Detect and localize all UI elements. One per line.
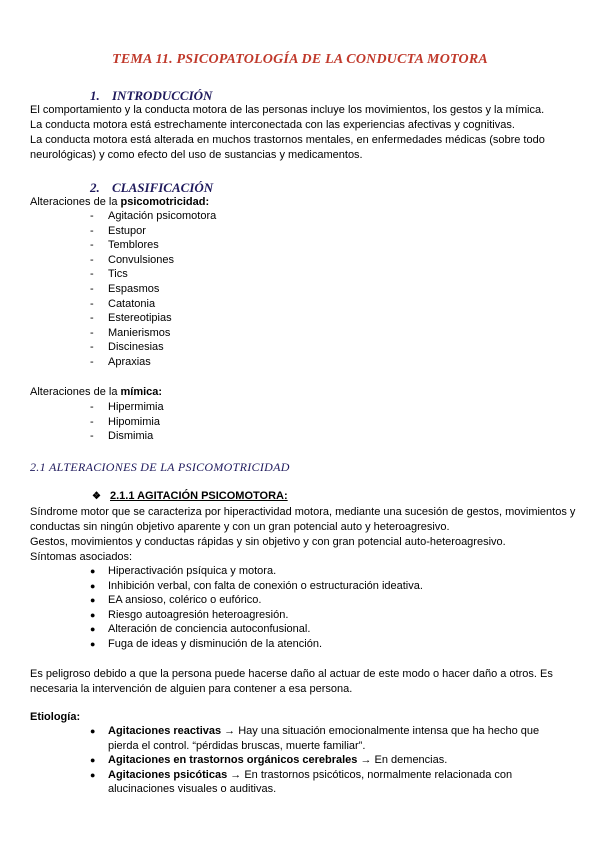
list-item: ● Fuga de ideas y disminución de la atención. (90, 637, 423, 652)
description-paragraph: Síndrome motor que se caracteriza por hiperactividad motora, mediante una sucesión de gestos, movimientos y conductas sin ningún objetivo aparente y con un gran potencial auto y heteroagresivo. (30, 506, 576, 533)
paragraph: Es peligroso debido a que la persona puede hacerse daño al actuar de este modo o hacer daño a otros. Es necesaria la intervención de alguien para contener a esa persona. (30, 668, 553, 695)
list-item: - Convulsiones (90, 253, 216, 268)
list-item: - Agitación psicomotora (90, 209, 216, 224)
list-item: - Espasmos (90, 282, 216, 297)
subsubsection-heading (92, 490, 288, 502)
item-bold: Agitaciones psicóticas (108, 768, 228, 781)
etiologia-list (90, 724, 560, 797)
list-item: - Estereotipias (90, 311, 216, 326)
section-title: INTRODUCCIÓN (112, 88, 213, 103)
intro-bold: mímica: (120, 386, 163, 398)
psicomotricidad-intro (30, 195, 209, 210)
document-title: TEMA 11. PSICOPATOLOGÍA DE LA CONDUCTA MOTORA (112, 52, 488, 67)
mimica-intro (30, 385, 162, 400)
intro-bold: psicomotricidad: (120, 196, 210, 208)
intro-paragraphs (30, 103, 590, 163)
peligro-paragraph (30, 667, 590, 697)
item-bold: Agitaciones en trastornos orgánicos cerebrales (108, 754, 358, 767)
list-item: - Hipomimia (90, 415, 164, 430)
intro-text: Alteraciones de la (30, 196, 121, 208)
psicomotricidad-list (90, 209, 216, 370)
list-item (90, 768, 560, 797)
list-item: - Manierismos (90, 326, 216, 341)
description-paragraph: Gestos, movimientos y conductas rápidas y sin objetivo y con gran potencial auto-heteroagresivo. (30, 536, 506, 548)
item-text: → Hay una situación emocionalmente intensa que ha hecho que pierda el control. “pérdidas bruscas, muerte familiar”. (108, 725, 540, 752)
item-text: → En demencias. (357, 754, 448, 767)
intro-paragraph: La conducta motora está alterada en muchos trastornos mentales, en enfermedades médicas (sobre todo neurológicas) y como efecto del uso de sustancias y medicamentos. (30, 134, 545, 161)
list-item: ● Inhibición verbal, con falta de conexión o estructuración ideativa. (90, 579, 423, 594)
list-item (90, 724, 560, 753)
sintomas-list (90, 564, 423, 652)
subsubsection-title: 2.1.1 AGITACIÓN PSICOMOTORA: (110, 490, 288, 502)
list-item: - Estupor (90, 224, 216, 239)
list-item (90, 753, 560, 768)
list-item: - Catatonia (90, 297, 216, 312)
list-item: - Hipermimia (90, 400, 164, 415)
item-text: → En trastornos psicóticos, normalmente relacionada con alucinaciones visuales o auditivas. (108, 768, 513, 796)
intro-text: Alteraciones de la (30, 386, 121, 398)
agitacion-description (30, 505, 590, 565)
list-item: - Discinesias (90, 340, 216, 355)
list-item: ● Alteración de conciencia autoconfusional. (90, 622, 423, 637)
diamond-bullet-icon: ❖ (92, 491, 101, 502)
section-title: CLASIFICACIÓN (112, 180, 214, 195)
intro-paragraph: El comportamiento y la conducta motora de las personas incluye los movimientos, los gestos y la mímica. (30, 104, 545, 116)
list-item: ● Hiperactivación psíquica y motora. (90, 564, 423, 579)
list-item: - Tics (90, 267, 216, 282)
section-number: 2. (90, 180, 100, 195)
section-number: 1. (90, 88, 100, 103)
section-heading-introduccion (90, 88, 212, 104)
etiologia-label (30, 710, 80, 725)
list-item: - Dismimia (90, 429, 164, 444)
list-item: - Temblores (90, 238, 216, 253)
sintomas-label: Síntomas asociados: (30, 551, 133, 563)
section-heading-clasificacion (90, 180, 213, 196)
list-item: ● EA ansioso, colérico o eufórico. (90, 593, 423, 608)
subsection-heading: 2.1 ALTERACIONES DE LA PSICOMOTRICIDAD (30, 460, 290, 474)
mimica-list (90, 400, 164, 444)
list-item: - Apraxias (90, 355, 216, 370)
list-item: ● Riesgo autoagresión heteroagresión. (90, 608, 423, 623)
label-bold: Etiología: (30, 711, 81, 723)
item-bold: Agitaciones reactivas (108, 725, 222, 737)
intro-paragraph: La conducta motora está estrechamente interconectada con las experiencias afectivas y cognitivas. (30, 119, 515, 131)
